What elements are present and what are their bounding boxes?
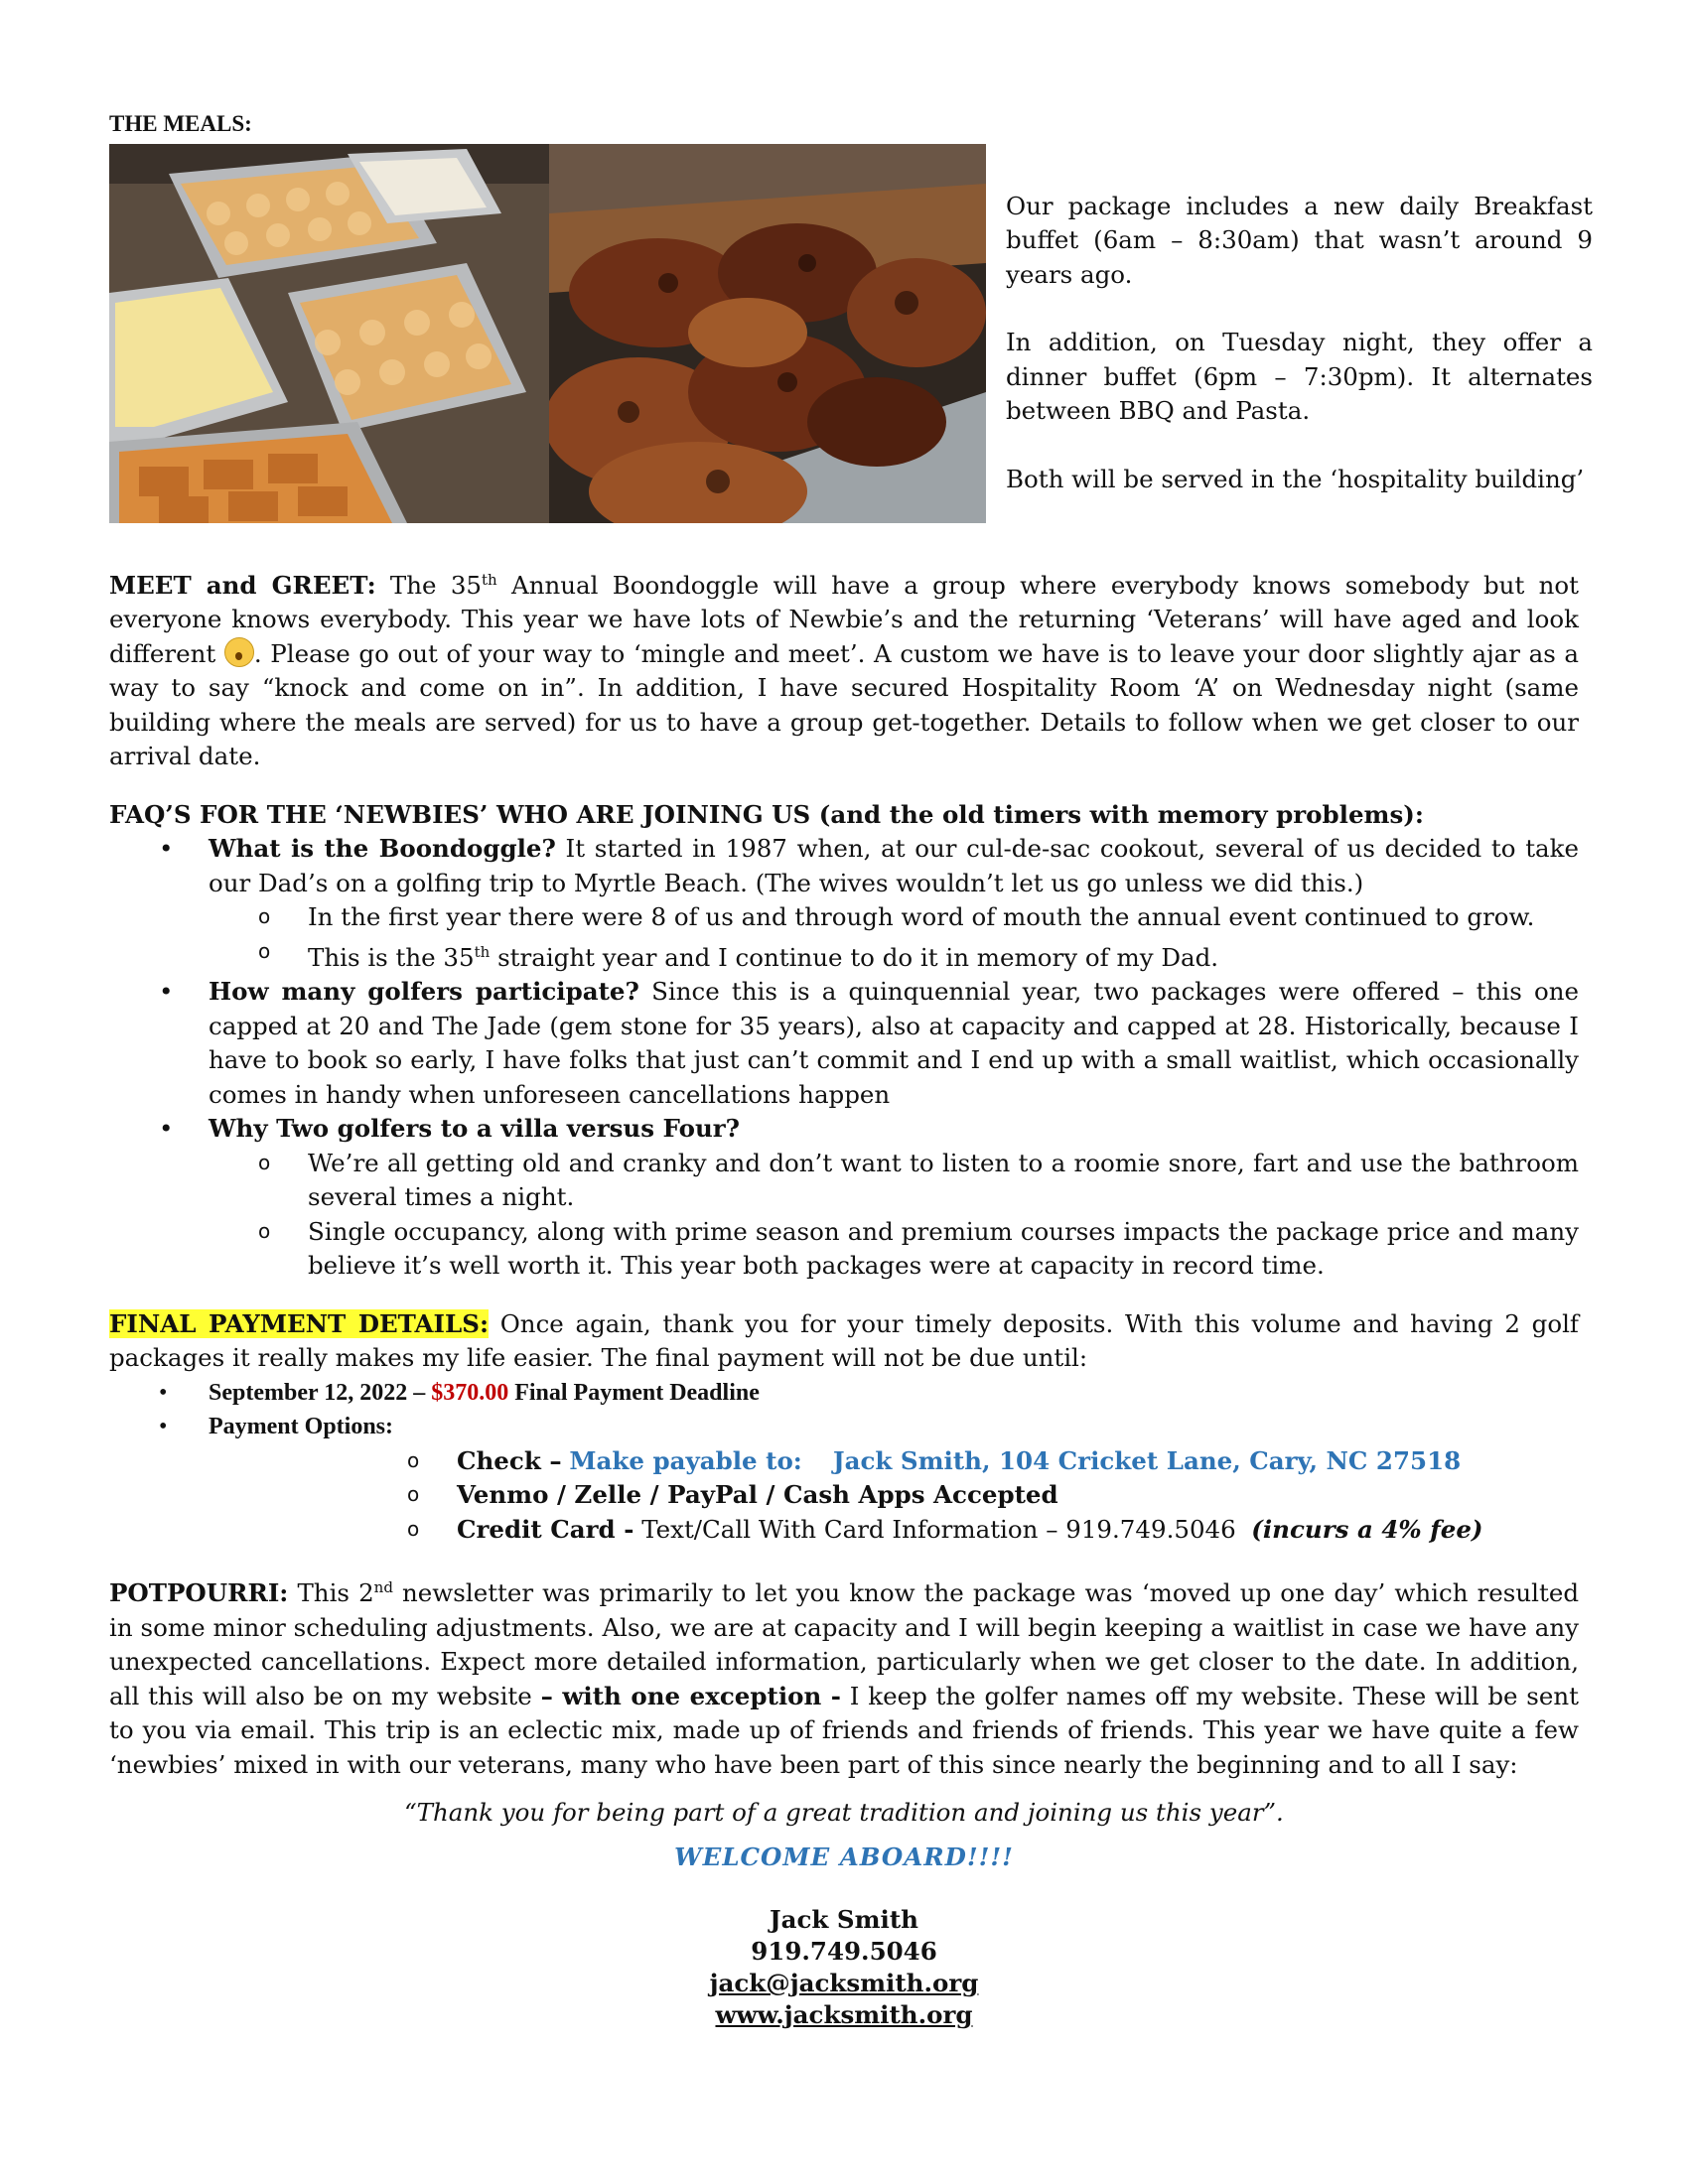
bbq-chicken-photo (549, 144, 986, 523)
payment-deadline-item (109, 1376, 1579, 1411)
final-payment-text: Once again, thank you for your timely deposits. With this volume and having 2 golf packages it really makes my life easier. The final payment will not be due until: (109, 1308, 1579, 1373)
final-payment-label: FINAL PAYMENT DETAILS: (109, 1308, 489, 1338)
meet-and-greet-label: MEET and GREET: (109, 570, 376, 600)
credit-card-fee: (incurs a 4% fee) (1251, 1514, 1483, 1544)
faq-answer-1: It started in 1987 when, at our cul-de-sac cookout, several of us decided to take our Dad’s on a golfing trip to Myrtle Beach. (The wives wouldn’t let us go unless we did this.) (209, 834, 1579, 897)
faq-sublist-3 (209, 1147, 1579, 1284)
meals-breakfast-text: Our package includes a new daily Breakfast buffet (6am – 8:30am) that wasn’t around 9 years ago. (1006, 191, 1593, 289)
breakfast-buffet-photo (109, 144, 549, 523)
payment-options-label: Payment Options: (209, 1414, 393, 1440)
faq-question-3: Why Two golfers to a villa versus Four? (209, 1114, 741, 1144)
faq-item-golfers (109, 975, 1579, 1112)
potpourri-text-2: newsletter was primarily to let you know the package was ‘moved up one day’ which resulted in some minor scheduling adjustments. Also, we are at capacity and I will begin keeping a waitlist in case we have any unexpected cancellations. Expect more detailed information, particularly when we get closer to the date. In addition, all this will also be on my website (109, 1578, 1579, 1710)
surprised-face-icon (224, 637, 254, 667)
faq-question-2: How many golfers participate? (209, 977, 639, 1007)
payment-options-item (109, 1410, 1579, 1444)
payment-list (109, 1376, 1579, 1444)
signature-name: Jack Smith (770, 1905, 918, 1935)
faq-sublist-1 (209, 900, 1579, 975)
meals-section (109, 144, 1593, 563)
faq-subitem: o In the first year there were 8 of us and through word of mouth the annual event continued to grow. (209, 900, 1579, 935)
check-label: Check – (457, 1445, 562, 1475)
faq-subitem: o We’re all getting old and cranky and don’t want to listen to a roomie snore, fart and use the bathroom several times a night. (209, 1147, 1579, 1215)
potpourri-text-1: This 2 (297, 1578, 374, 1608)
meals-description (1006, 190, 1593, 531)
welcome-aboard: WELCOME ABOARD!!!! (674, 1842, 1014, 1871)
meet-and-greet-section (109, 563, 1579, 774)
final-payment-section (109, 1307, 1579, 1548)
apps-accepted: Venmo / Zelle / PayPal / Cash Apps Accepted (457, 1480, 1058, 1510)
meals-dinner-text: In addition, on Tuesday night, they offer a dinner buffet (6pm – 7:30pm). It alternates between BBQ and Pasta. (1006, 328, 1593, 425)
potpourri-superscript: nd (373, 1578, 393, 1597)
credit-card-label: Credit Card - (457, 1514, 634, 1544)
faq-subitem: o Single occupancy, along with prime season and premium courses impacts the package price and many believe it’s well worth it. This year both packages were at capacity in record time. (209, 1215, 1579, 1284)
closing-quote: “Thank you for being part of a great tradition and joining us this year”. (404, 1798, 1284, 1828)
payment-option-credit-card (109, 1513, 1579, 1548)
payment-option-check (109, 1444, 1579, 1479)
check-address: Jack Smith, 104 Cricket Lane, Cary, NC 27518 (833, 1445, 1462, 1475)
meals-location-text: Both will be served in the ‘hospitality building’ (1006, 464, 1585, 493)
faq-item-boondoggle (109, 832, 1579, 975)
faq-answer-2: Since this is a quinquennial year, two packages were offered – this one capped at 20 and The Jade (gem stone for 35 years), also at capacity and capped at 28. Historically, because I have to book so early, I have folks that just can’t commit and I end up with a small waitlist, which occasionally comes in handy when unforeseen cancellations happen (209, 977, 1579, 1109)
faq-question-1: What is the Boondoggle? (209, 834, 556, 864)
payment-option-apps (109, 1478, 1579, 1513)
faq-section (109, 798, 1579, 1284)
meet-text-1: The 35 (389, 570, 483, 600)
meet-text-3: . Please go out of your way to ‘mingle and meet’. A custom we have is to leave your door slightly ajar as a way to say “knock and come on in”. In addition, I have secured Hospitality Room ‘A’ on Wednesday night (same building where the meals are served) for us to have a group get-together. Details to follow when we get closer to our arrival date. (109, 638, 1580, 771)
meals-heading: THE MEALS: (109, 111, 252, 136)
potpourri-label: POTPOURRI: (109, 1578, 289, 1608)
newsletter-page (109, 107, 1593, 2031)
faq-subitem: o This is the 35th straight year and I continue to do it in memory of my Dad. (209, 935, 1579, 976)
potpourri-section (109, 1570, 1579, 1782)
payment-options-list (109, 1444, 1579, 1548)
deadline-label: Final Payment Deadline (514, 1379, 760, 1406)
check-payable: Make payable to: (569, 1445, 802, 1475)
potpourri-exception: – with one exception - (540, 1681, 841, 1710)
meet-superscript: th (482, 570, 497, 589)
signature-website-link[interactable]: www.jacksmith.org (715, 2000, 973, 2030)
signature-email-link[interactable]: jack@jacksmith.org (709, 1969, 979, 1998)
faq-item-villa (109, 1112, 1579, 1284)
signature-phone: 919.749.5046 (751, 1937, 937, 1967)
payment-amount: $370.00 (431, 1379, 509, 1406)
deadline-date: September 12, 2022 – (209, 1379, 426, 1406)
credit-card-text: Text/Call With Card Information – 919.749.5046 (641, 1514, 1236, 1544)
signature-block (109, 1904, 1579, 2031)
potpourri-text-3: I keep the golfer names off my website. These will be sent to you via email. This trip is an eclectic mix, made up of friends and friends of friends. This year we have quite a few ‘newbies’ mixed in with our veterans, many who have been part of this since nearly the beginning and to all I say: (109, 1681, 1579, 1779)
faq-heading: FAQ’S FOR THE ‘NEWBIES’ WHO ARE JOINING US (and the old timers with memory problems): (109, 799, 1424, 829)
faq-list (109, 832, 1579, 1284)
meet-text-2: Annual Boondoggle will have a group where everybody knows somebody but not everyone knows everybody. This year we have lots of Newbie’s and the returning ‘Veterans’ will have aged and look different (109, 570, 1579, 668)
